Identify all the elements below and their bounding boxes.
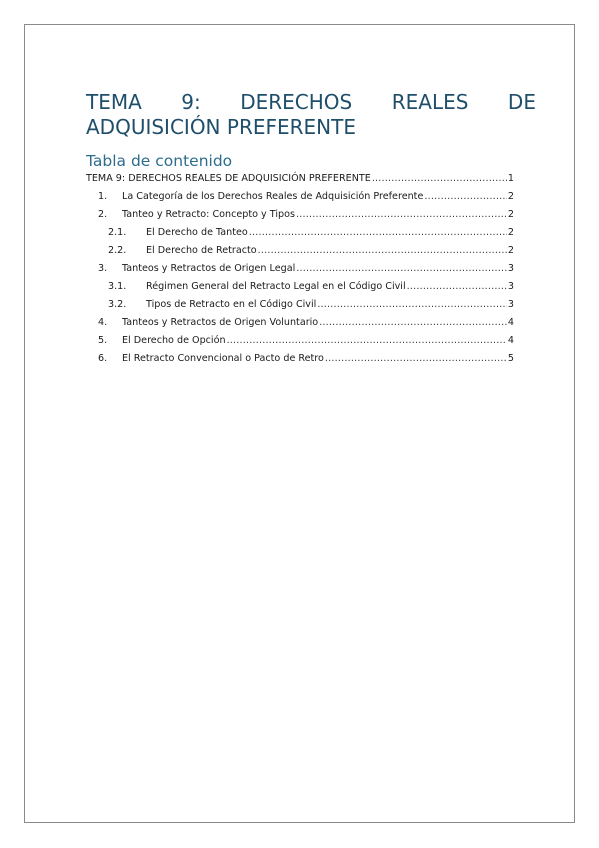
toc-entry-text: El Retracto Convencional o Pacto de Retro — [122, 353, 324, 364]
toc-entry-number: 1. — [98, 191, 108, 202]
toc-entry-page-number: 2 — [507, 245, 514, 256]
toc-entry-text: Tipos de Retracto en el Código Civil — [146, 299, 317, 310]
toc-entry[interactable] — [86, 352, 514, 366]
toc-entry-number: 3. — [98, 263, 108, 274]
toc-leader-dots — [407, 280, 507, 294]
title-word: TEMA — [86, 90, 142, 114]
toc-entry-page-number: 2 — [507, 227, 514, 238]
title-line-2: ADQUISICIÓN PREFERENTE — [86, 115, 356, 139]
toc-entry-text: Tanteo y Retracto: Concepto y Tipos — [122, 209, 295, 220]
toc-leader-dots — [249, 226, 507, 240]
toc-leader-dots — [319, 316, 507, 330]
toc-entry[interactable] — [86, 172, 514, 186]
toc-entry-number: 5. — [98, 335, 108, 346]
toc-entry-text: El Derecho de Tanteo — [146, 227, 248, 238]
toc-entry-page-number: 3 — [507, 263, 514, 274]
toc-entry[interactable] — [86, 244, 514, 258]
toc-entry-page-number: 4 — [507, 317, 514, 328]
toc-entry-page-number: 3 — [507, 281, 514, 292]
toc-entry-page-number: 3 — [507, 299, 514, 310]
document-page — [24, 24, 575, 823]
toc-entry[interactable] — [86, 316, 514, 330]
toc-leader-dots — [296, 208, 507, 222]
toc-leader-dots — [317, 298, 507, 312]
toc-heading: Tabla de contenido — [86, 152, 233, 170]
toc-entry-page-number: 2 — [507, 209, 514, 220]
toc-entry-page-number: 2 — [507, 191, 514, 202]
toc-entry-number: 2. — [98, 209, 108, 220]
document-title — [86, 90, 536, 140]
toc-leader-dots — [296, 262, 507, 276]
toc-entry-number: 6. — [98, 353, 108, 364]
toc-entry-text: Tanteos y Retractos de Origen Legal — [122, 263, 296, 274]
title-word: DE — [507, 90, 536, 114]
toc-entry[interactable] — [86, 262, 514, 276]
toc-leader-dots — [258, 244, 507, 258]
toc-entry-page-number: 1 — [507, 173, 514, 184]
toc-entry-text: El Derecho de Opción — [122, 335, 226, 346]
toc-entry[interactable] — [86, 298, 514, 312]
title-word: REALES — [391, 90, 469, 114]
toc-entry[interactable] — [86, 190, 514, 204]
toc-leader-dots — [227, 334, 507, 348]
title-word: DERECHOS — [240, 90, 353, 114]
toc-leader-dots — [372, 172, 507, 186]
title-line-1 — [86, 90, 536, 115]
toc-leader-dots — [325, 352, 507, 366]
toc-entry-text: La Categoría de los Derechos Reales de Adquisición Preferente — [122, 191, 424, 202]
toc-entry-number: 3.2. — [108, 299, 127, 310]
toc-entry-text: El Derecho de Retracto — [146, 245, 257, 256]
toc-entry-number: 3.1. — [108, 281, 127, 292]
toc-entry[interactable] — [86, 280, 514, 294]
toc-entry-number: 2.1. — [108, 227, 127, 238]
toc-entry-number: 4. — [98, 317, 108, 328]
toc-entry[interactable] — [86, 334, 514, 348]
toc-entry[interactable] — [86, 226, 514, 240]
toc-entry-text: Tanteos y Retractos de Origen Voluntario — [122, 317, 319, 328]
toc-entry-page-number: 4 — [507, 335, 514, 346]
toc-entry-page-number: 5 — [507, 353, 514, 364]
toc-entry-text: Régimen General del Retracto Legal en el Código Civil — [146, 281, 406, 292]
toc-entry-number: 2.2. — [108, 245, 127, 256]
toc-leader-dots — [424, 190, 507, 204]
toc-entry[interactable] — [86, 208, 514, 222]
title-word: 9: — [181, 90, 201, 114]
toc-entry-text: TEMA 9: DERECHOS REALES DE ADQUISICIÓN PREFERENTE — [86, 173, 371, 184]
